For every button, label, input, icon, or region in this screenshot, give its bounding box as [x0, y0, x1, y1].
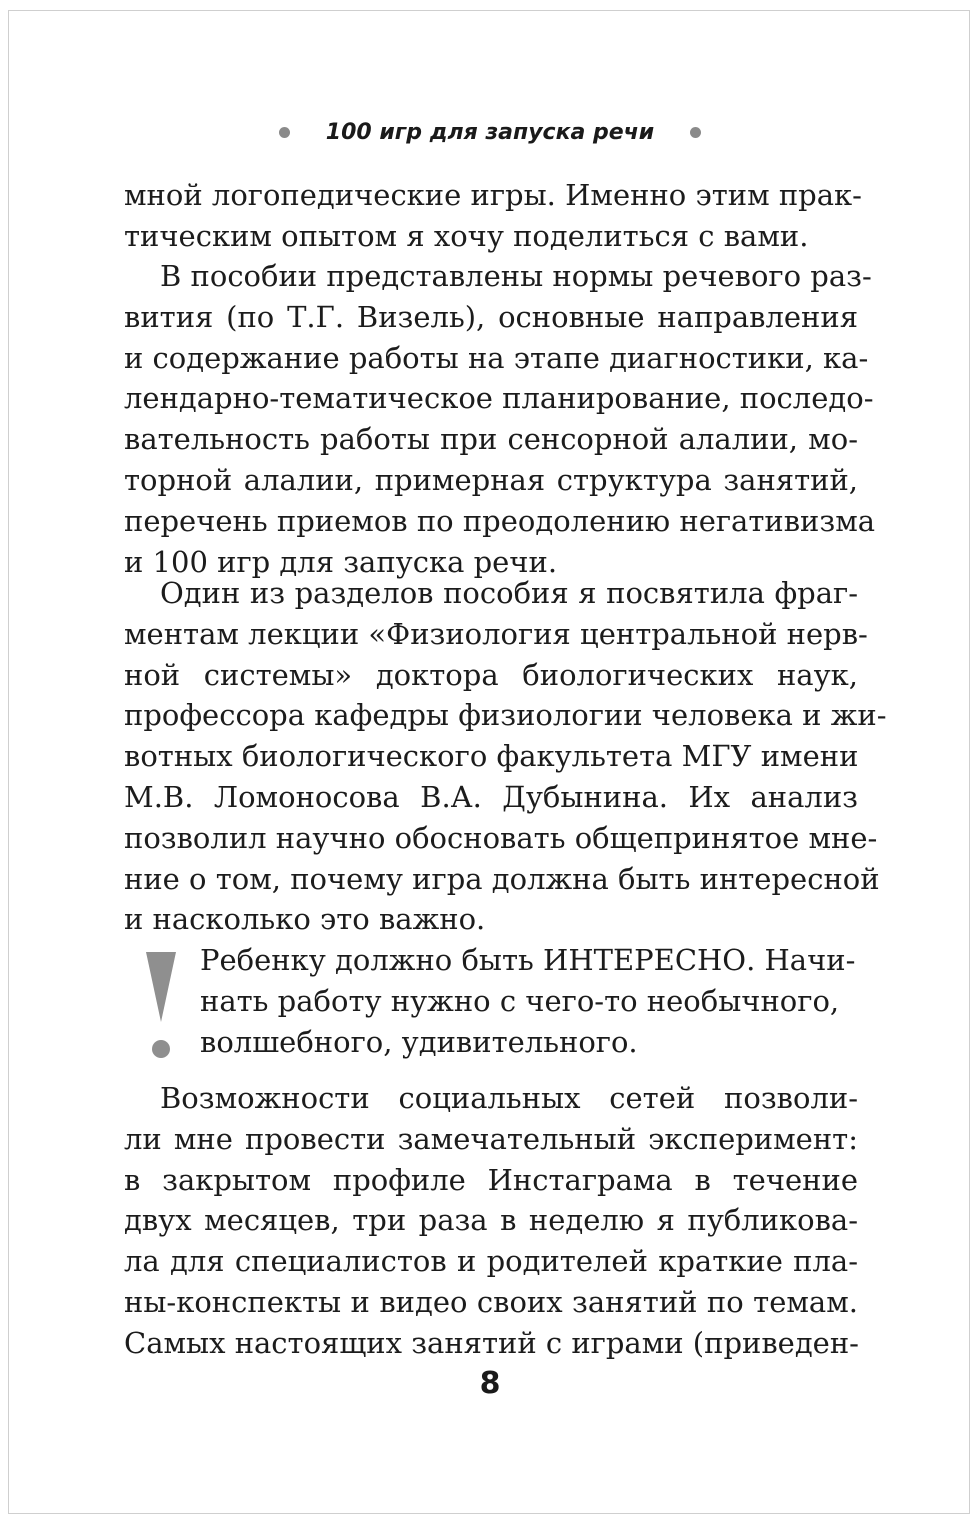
text-line: профессора кафедры физиологии человека и жи-	[124, 698, 887, 733]
paragraph-manual-contents	[124, 256, 876, 582]
paragraph-continuation	[124, 175, 862, 257]
text-line: Один из разделов пособия я посвятила фраг-	[160, 576, 858, 610]
exclamation-icon	[146, 952, 176, 1022]
text-line: ны-конспекты и видео своих занятий по темам.	[124, 1284, 858, 1319]
text-line: М.В. Ломоносова В.А. Дубынина. Их анализ	[124, 779, 858, 814]
text-line: тическим опытом я хочу поделиться с вами.	[124, 218, 809, 253]
paragraph-lecture	[124, 573, 887, 940]
text-line: ментам лекции «Физиология центральной нерв-	[124, 616, 868, 651]
callout-text	[200, 940, 858, 1062]
text-line: двух месяцев, три раза в неделю я публикова-	[124, 1203, 858, 1238]
text-line: ние о том, почему игра должна быть интересной	[124, 861, 880, 896]
paragraph-social-networks	[124, 1078, 858, 1364]
text-line: В пособии представлены нормы речевого раз-	[160, 259, 872, 293]
text-line: Самых настоящих занятий с играми (приведен-	[124, 1325, 859, 1360]
text-line: ла для специалистов и родителей краткие пла-	[124, 1244, 858, 1279]
text-line: и 100 игр для запуска речи.	[124, 544, 558, 579]
text-line: Ребенку должно быть ИНТЕРЕСНО. Начи-	[200, 943, 856, 977]
text-line: вательность работы при сенсорной алалии, мо-	[124, 422, 858, 457]
text-line: перечень приемов по преодолению негативизма	[124, 503, 876, 538]
text-line: нать работу нужно с чего-то необычного,	[200, 983, 840, 1018]
right-bullet-icon	[690, 127, 701, 138]
text-line: Возможности социальных сетей позволи-	[160, 1081, 858, 1115]
text-line: и насколько это важно.	[124, 902, 486, 937]
running-head	[0, 120, 980, 145]
text-line: и содержание работы на этапе диагностики, ка-	[124, 340, 869, 375]
exclamation-dot-icon	[152, 1040, 170, 1058]
text-line: вотных биологического факультета МГУ имени	[124, 739, 859, 774]
text-line: торной алалии, примерная структура занятий,	[124, 462, 858, 497]
page-number: 8	[479, 1366, 501, 1401]
text-line: мной логопедические игры. Именно этим прак-	[124, 178, 862, 212]
text-line: ли мне провести замечательный эксперимент:	[124, 1121, 858, 1156]
text-line: лендарно-тематическое планирование, последо-	[124, 381, 874, 416]
text-line: вития (по Т.Г. Визель), основные направления	[124, 299, 858, 334]
left-bullet-icon	[279, 127, 290, 138]
book-title: 100 игр для запуска речи	[325, 120, 655, 145]
text-line: в закрытом профиле Инстаграма в течение	[124, 1162, 858, 1197]
text-line: ной системы» доктора биологических наук,	[124, 657, 858, 692]
text-line: позволил научно обосновать общепринятое мне-	[124, 820, 878, 855]
text-line: волшебного, удивительного.	[200, 1024, 638, 1059]
